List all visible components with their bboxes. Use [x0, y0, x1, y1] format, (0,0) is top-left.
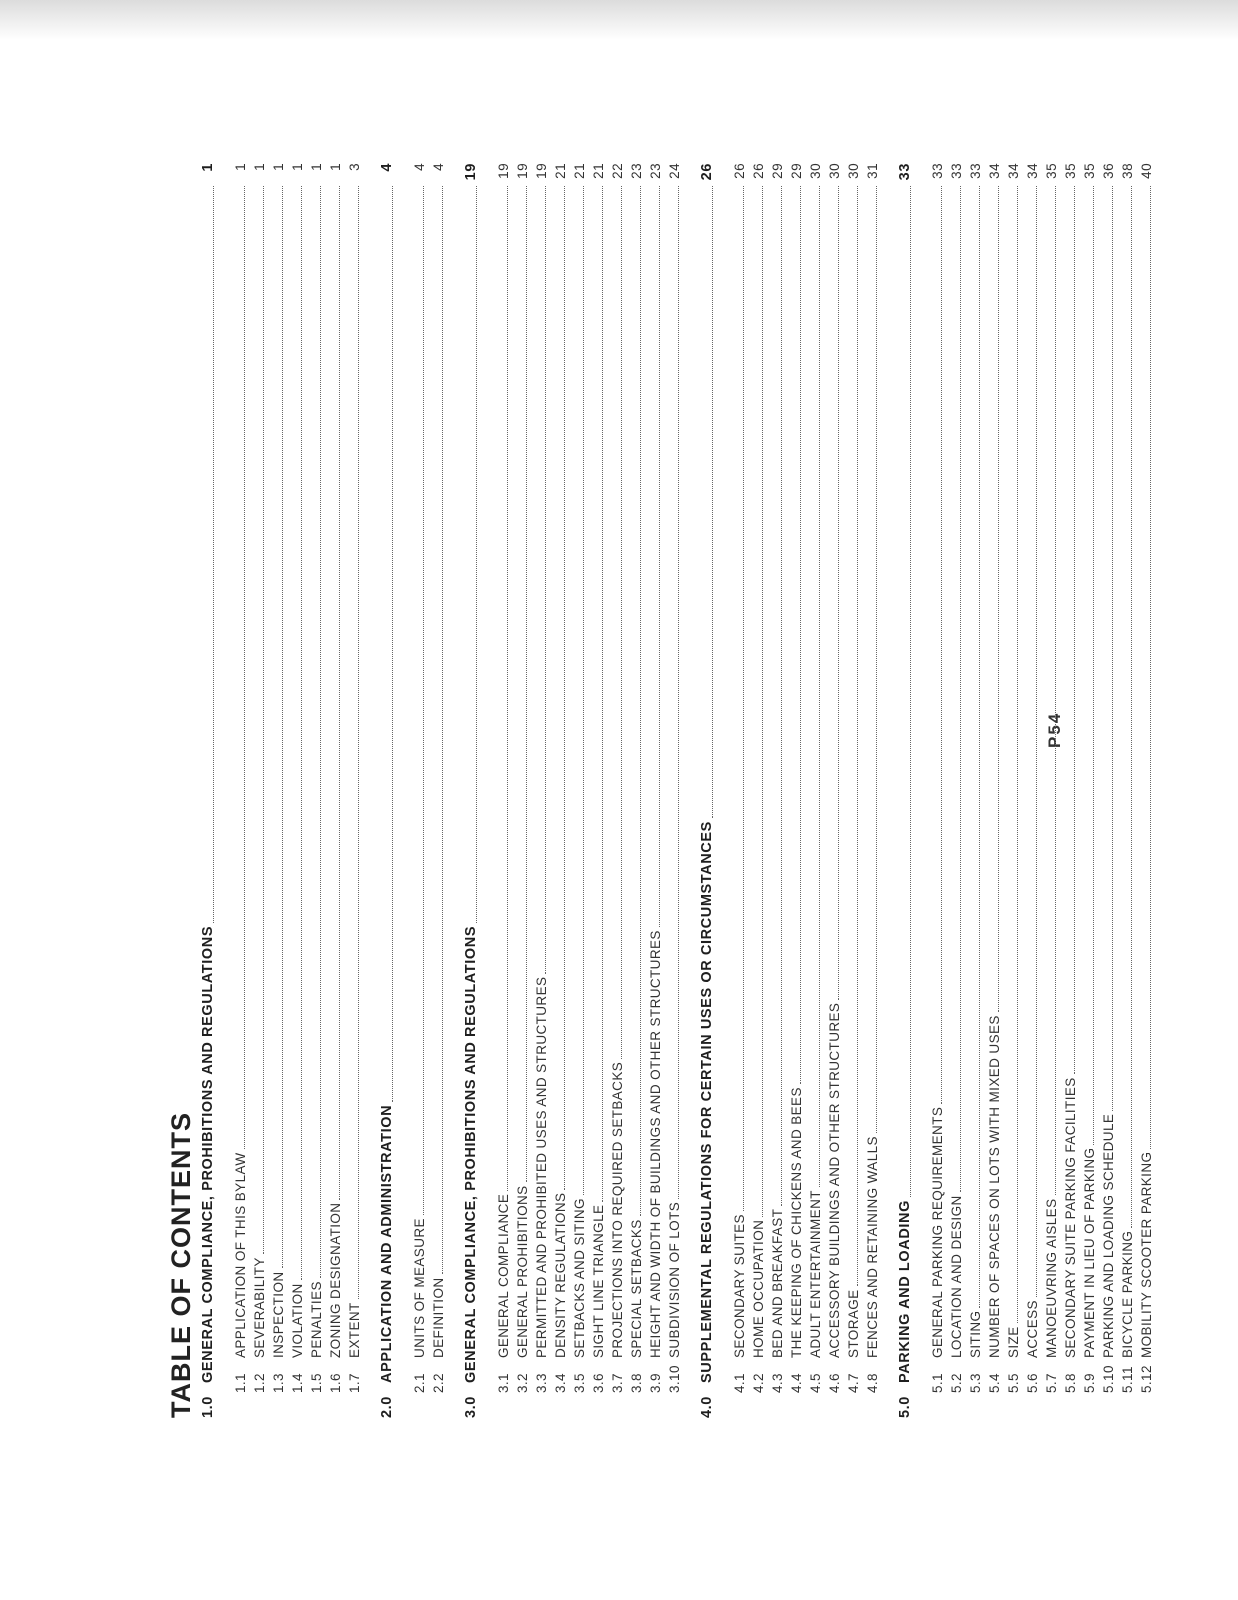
toc-number: 2.0: [379, 1396, 395, 1418]
toc-item-row: [307, 163, 326, 1418]
toc-item-row: [494, 163, 513, 1418]
toc-number: 5.4: [987, 1373, 1002, 1393]
toc-label: FENCES AND RETAINING WALLS: [865, 1136, 880, 1358]
toc-page-number: 33: [897, 163, 913, 181]
toc-page-number: 1: [328, 163, 343, 171]
toc-item-row: [1042, 163, 1061, 1418]
dot-leader: [979, 186, 980, 1308]
toc-label: VIOLATION: [290, 1283, 305, 1358]
toc-item-row: [513, 163, 532, 1418]
toc-number: 3.1: [496, 1373, 511, 1393]
dot-leader: [621, 186, 622, 1059]
dot-leader: [320, 186, 321, 1278]
toc-label: GENERAL COMPLIANCE, PROHIBITIONS AND REGULATIONS: [200, 925, 216, 1383]
dot-leader: [640, 186, 641, 1216]
dot-leader: [339, 186, 340, 1200]
toc-label: SITING: [968, 1310, 983, 1358]
toc-label: SIZE: [1006, 1326, 1021, 1358]
toc-label: HEIGHT AND WIDTH OF BUILDINGS AND OTHER STRUCTURES: [648, 930, 663, 1358]
dot-leader: [876, 186, 877, 1133]
toc-number: 3.8: [629, 1373, 644, 1393]
toc-page-number: 22: [610, 163, 625, 179]
toc-page-number: 26: [751, 163, 766, 179]
toc-item-row: [1118, 163, 1137, 1418]
toc-number: 5.2: [949, 1373, 964, 1393]
toc-page-number: 1: [290, 163, 305, 171]
dot-leader: [998, 186, 999, 1012]
toc-label: GENERAL PROHIBITIONS: [515, 1185, 530, 1358]
toc-number: 5.3: [968, 1373, 983, 1393]
toc-page-number: 4: [431, 163, 446, 171]
dot-leader: [1131, 186, 1132, 1228]
toc-page-number: 31: [865, 163, 880, 179]
toc-label: APPLICATION AND ADMINISTRATION: [379, 1104, 395, 1383]
toc-label: GENERAL PARKING REQUIREMENTS: [930, 1106, 945, 1358]
toc-item-row: [806, 163, 825, 1418]
toc-item-row: [928, 163, 947, 1418]
toc-item-row: [1061, 163, 1080, 1418]
toc-section-row: [376, 163, 398, 1418]
toc-number: 1.6: [328, 1373, 343, 1393]
toc-page-number: 1: [200, 163, 216, 172]
toc-number: 4.8: [865, 1373, 880, 1393]
toc-page-number: 24: [667, 163, 682, 179]
dot-leader: [857, 186, 858, 1286]
toc-item-row: [410, 163, 429, 1418]
toc-label: BICYCLE PARKING: [1120, 1230, 1135, 1358]
dot-leader: [960, 186, 961, 1192]
dot-leader: [762, 186, 763, 1217]
toc-number: 4.0: [699, 1396, 715, 1418]
dot-leader: [564, 186, 565, 1190]
toc-number: 5.12: [1139, 1365, 1154, 1393]
dot-leader: [263, 186, 264, 1254]
toc-label: MANOEUVRING AISLES: [1044, 1198, 1059, 1358]
dot-leader: [743, 186, 744, 1211]
toc-number: 3.9: [648, 1373, 663, 1393]
toc-number: 4.3: [770, 1373, 785, 1393]
toc-page-number: 36: [1101, 163, 1116, 179]
toc-item-row: [429, 163, 448, 1418]
toc-number: 1.4: [290, 1373, 305, 1393]
toc-number: 5.9: [1082, 1373, 1097, 1393]
toc-number: 5.6: [1025, 1373, 1040, 1393]
toc-number: 1.2: [252, 1373, 267, 1393]
toc-page-number: 34: [987, 163, 1002, 179]
toc-number: 4.2: [751, 1373, 766, 1393]
toc-label: EXTENT: [347, 1302, 362, 1358]
toc-number: 5.0: [897, 1396, 913, 1418]
dot-leader: [358, 186, 359, 1299]
toc-number: 3.4: [553, 1373, 568, 1393]
toc-label: SUPPLEMENTAL REGULATIONS FOR CERTAIN USES OR CIRCUMSTANCES: [699, 821, 715, 1383]
toc-label: ACCESSORY BUILDINGS AND OTHER STRUCTURES: [827, 1002, 842, 1358]
toc-label: GENERAL COMPLIANCE, PROHIBITIONS AND REGULATIONS: [463, 925, 479, 1383]
toc-item-row: [985, 163, 1004, 1418]
toc-label: BED AND BREAKFAST: [770, 1208, 785, 1358]
toc-page-number: 33: [949, 163, 964, 179]
toc-page-number: 1: [271, 163, 286, 171]
toc-page-number: 30: [846, 163, 861, 179]
toc-item-row: [665, 163, 684, 1418]
toc-label: SETBACKS AND SITING: [572, 1198, 587, 1358]
toc-number: 3.7: [610, 1373, 625, 1393]
toc-item-row: [844, 163, 863, 1418]
toc-page-number: 33: [930, 163, 945, 179]
toc-number: 1.1: [233, 1373, 248, 1393]
toc-page-number: 34: [1025, 163, 1040, 179]
dot-leader: [819, 186, 820, 1187]
dot-leader: [392, 186, 393, 1102]
toc-page-number: 1: [252, 163, 267, 171]
toc-number: 1.0: [200, 1396, 216, 1418]
toc-number: 3.2: [515, 1373, 530, 1393]
toc-label: HOME OCCUPATION: [751, 1219, 766, 1358]
toc-label: THE KEEPING OF CHICKENS AND BEES: [789, 1087, 804, 1358]
toc-page-number: 19: [496, 163, 511, 179]
toc-label: PAYMENT IN LIEU OF PARKING: [1082, 1147, 1097, 1358]
dot-leader: [507, 186, 508, 1191]
toc-label: SECONDARY SUITE PARKING FACILITIES: [1063, 1077, 1078, 1358]
toc-page-number: 34: [1006, 163, 1021, 179]
dot-leader: [1017, 186, 1018, 1323]
toc-page-number: 30: [827, 163, 842, 179]
toc-label: PROJECTIONS INTO REQUIRED SETBACKS: [610, 1061, 625, 1358]
toc-item-row: [966, 163, 985, 1418]
dot-leader: [1093, 186, 1094, 1145]
toc-label: ACCESS: [1025, 1300, 1040, 1358]
toc-page-number: 35: [1082, 163, 1097, 179]
toc-section-row: [894, 163, 916, 1418]
toc-label: SUBDIVISION OF LOTS: [667, 1201, 682, 1358]
toc-label: SECONDARY SUITES: [732, 1214, 747, 1358]
toc-number: 5.1: [930, 1373, 945, 1393]
toc-label: STORAGE: [846, 1289, 861, 1358]
dot-leader: [800, 186, 801, 1084]
toc-page-number: 38: [1120, 163, 1135, 179]
toc-number: 5.10: [1101, 1365, 1116, 1393]
toc-page-number: 35: [1044, 163, 1059, 179]
toc-number: 3.10: [667, 1365, 682, 1393]
toc-label: LOCATION AND DESIGN: [949, 1195, 964, 1358]
dot-leader: [583, 186, 584, 1195]
dot-leader: [244, 186, 245, 1149]
toc-number: 5.5: [1006, 1373, 1021, 1393]
toc-number: 2.2: [431, 1373, 446, 1393]
toc-page-number: 30: [808, 163, 823, 179]
toc-page-number: 29: [770, 163, 785, 179]
toc-label: PARKING AND LOADING: [897, 1200, 913, 1383]
toc-page-number: 4: [412, 163, 427, 171]
toc-number: 5.11: [1120, 1366, 1135, 1393]
toc-item-row: [1137, 163, 1156, 1418]
page-label: P54: [1045, 711, 1064, 748]
dot-leader: [282, 186, 283, 1268]
toc-item-row: [551, 163, 570, 1418]
toc-item-row: [627, 163, 646, 1418]
dot-leader: [659, 186, 660, 927]
toc-label: SEVERABILITY: [252, 1257, 267, 1358]
toc-title: TABLE OF CONTENTS: [166, 1112, 196, 1418]
dot-leader: [910, 186, 911, 1197]
toc-page-number: 35: [1063, 163, 1078, 179]
toc-page-number: 19: [534, 163, 549, 179]
toc-page-number: 33: [968, 163, 983, 179]
toc-number: 4.4: [789, 1373, 804, 1393]
toc-item-row: [787, 163, 806, 1418]
toc-item-row: [1023, 163, 1042, 1418]
dot-leader: [678, 186, 679, 1199]
toc-number: 4.1: [732, 1373, 747, 1393]
toc-item-row: [608, 163, 627, 1418]
toc-number: 1.3: [271, 1373, 286, 1393]
toc-section-row: [460, 163, 482, 1418]
toc-item-row: [532, 163, 551, 1418]
toc-label: INSPECTION: [271, 1271, 286, 1358]
toc-page-number: 3: [347, 163, 362, 171]
toc-page-number: 1: [309, 163, 324, 171]
toc-item-row: [749, 163, 768, 1418]
toc-item-row: [646, 163, 665, 1418]
toc-label: DEFINITION: [431, 1277, 446, 1358]
dot-leader: [526, 186, 527, 1182]
scan-shadow: [0, 0, 1238, 40]
dot-leader: [781, 186, 782, 1206]
dot-leader: [712, 186, 713, 818]
toc-item-row: [345, 163, 364, 1418]
dot-leader: [941, 186, 942, 1104]
toc-item-row: [326, 163, 345, 1418]
toc-page-number: 21: [553, 163, 568, 179]
toc-section-row: [197, 163, 219, 1418]
toc-label: MOBILITY SCOOTER PARKING: [1139, 1151, 1154, 1358]
toc-number: 3.5: [572, 1373, 587, 1393]
toc-label: ADULT ENTERTAINMENT: [808, 1190, 823, 1358]
toc-number: 3.0: [463, 1396, 479, 1418]
toc-item-row: [1099, 163, 1118, 1418]
toc-number: 5.8: [1063, 1373, 1078, 1393]
toc-item-row: [269, 163, 288, 1418]
toc-item-row: [825, 163, 844, 1418]
toc-item-row: [250, 163, 269, 1418]
toc-label: APPLICATION OF THIS BYLAW: [233, 1152, 248, 1358]
toc-section-row: [696, 163, 718, 1418]
toc-label: SIGHT LINE TRIANGLE: [591, 1204, 606, 1358]
toc-page-number: 4: [379, 163, 395, 172]
dot-leader: [1055, 186, 1056, 1196]
dot-leader: [1150, 186, 1151, 1149]
dot-leader: [442, 186, 443, 1275]
toc-label: NUMBER OF SPACES ON LOTS WITH MIXED USES: [987, 1015, 1002, 1358]
toc-item-row: [1004, 163, 1023, 1418]
dot-leader: [1074, 186, 1075, 1074]
toc-page-number: 26: [699, 163, 715, 181]
toc-label: PERMITTED AND PROHIBITED USES AND STRUCTURES: [534, 976, 549, 1358]
toc-page-number: 26: [732, 163, 747, 179]
toc-item-row: [589, 163, 608, 1418]
table-of-contents: [165, 163, 1168, 1418]
dot-leader: [602, 186, 603, 1202]
toc-number: 3.3: [534, 1373, 549, 1393]
dot-leader: [476, 186, 477, 923]
toc-page-number: 21: [591, 163, 606, 179]
toc-item-row: [768, 163, 787, 1418]
toc-label: SPECIAL SETBACKS: [629, 1219, 644, 1358]
toc-page-number: 19: [463, 163, 479, 181]
dot-leader: [838, 186, 839, 1000]
toc-label: UNITS OF MEASURE: [412, 1218, 427, 1358]
dot-leader: [545, 186, 546, 974]
toc-item-row: [288, 163, 307, 1418]
toc-page-number: 23: [648, 163, 663, 179]
toc-label: PARKING AND LOADING SCHEDULE: [1101, 1113, 1116, 1358]
toc-item-row: [1080, 163, 1099, 1418]
toc-body: [197, 163, 1156, 1418]
toc-label: PENALTIES: [309, 1281, 324, 1358]
toc-number: 5.7: [1044, 1373, 1059, 1393]
toc-number: 4.5: [808, 1373, 823, 1393]
toc-number: 1.5: [309, 1373, 324, 1393]
toc-number: 3.6: [591, 1373, 606, 1393]
toc-page-number: 40: [1139, 163, 1154, 179]
toc-label: ZONING DESIGNATION: [328, 1202, 343, 1358]
toc-page-number: 19: [515, 163, 530, 179]
toc-page-number: 29: [789, 163, 804, 179]
toc-item-row: [730, 163, 749, 1418]
dot-leader: [423, 186, 424, 1215]
toc-number: 4.6: [827, 1373, 842, 1393]
toc-page-number: 23: [629, 163, 644, 179]
toc-page-number: 1: [233, 163, 248, 171]
toc-label: DENSITY REGULATIONS: [553, 1192, 568, 1358]
toc-item-row: [863, 163, 882, 1418]
toc-page-number: 21: [572, 163, 587, 179]
toc-item-row: [231, 163, 250, 1418]
toc-number: 4.7: [846, 1373, 861, 1393]
dot-leader: [1036, 186, 1037, 1297]
dot-leader: [213, 186, 214, 923]
dot-leader: [1112, 186, 1113, 1111]
toc-label: GENERAL COMPLIANCE: [496, 1193, 511, 1358]
toc-item-row: [570, 163, 589, 1418]
toc-number: 2.1: [412, 1373, 427, 1393]
toc-number: 1.7: [347, 1373, 362, 1393]
dot-leader: [301, 186, 302, 1280]
toc-item-row: [947, 163, 966, 1418]
